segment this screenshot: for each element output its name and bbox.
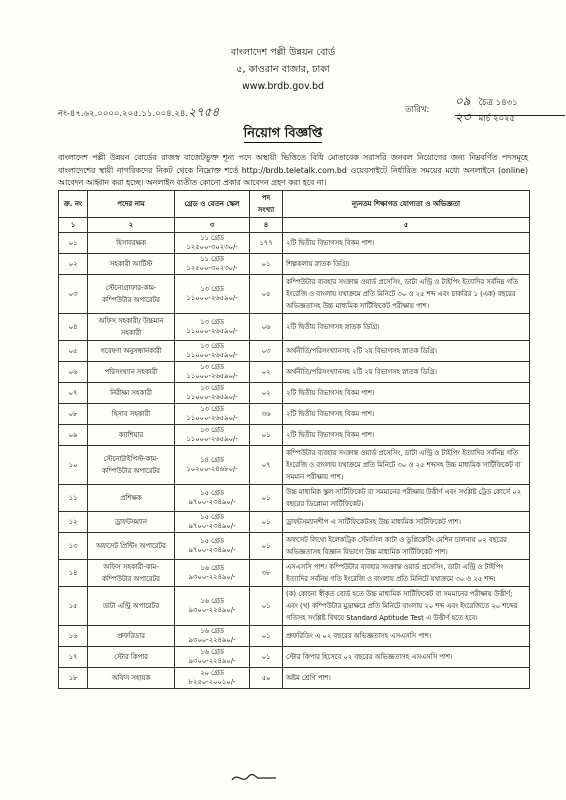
grade-text: ১১ গ্রেড xyxy=(200,255,224,263)
grade-text: ১৩ গ্রেড xyxy=(200,342,224,350)
table-row xyxy=(59,362,530,383)
post-name-cell: হিসাব সহকারী xyxy=(88,404,175,425)
serial-cell: ০৫ xyxy=(59,341,88,362)
qualification-cell: ২টি দ্বিতীয় বিভাগসহ স্নাতক ডিগ্রি। xyxy=(283,314,530,341)
ref-prefix: নং-৪৭.৬২.০০০০.২০৫.১১.০০৪.২৪. xyxy=(58,109,189,119)
pay-scale-text: ১১০০০-২৬৫৯০/- xyxy=(186,351,238,359)
serial-cell: ০৩ xyxy=(59,275,88,314)
grade-text: ১৩ গ্রেড xyxy=(200,318,224,326)
post-name-cell: প্রশিক্ষক xyxy=(88,485,175,512)
pay-scale-text: ৯৩০০-২২৪৯০/- xyxy=(188,606,236,614)
col-number: ৩ xyxy=(175,218,250,233)
post-count-cell: ০৭ xyxy=(250,446,283,485)
org-address: ৫, কাওরান বাজার, ঢাকা xyxy=(236,64,330,75)
pay-scale-text: ১১০০০-২৬৫৯০/- xyxy=(186,393,238,401)
qualification-cell: অর্থনীতি/পরিসংখ্যানসহ ২টি ২য় বিভাগসহ স্নাতক ডিগ্রি। xyxy=(283,341,530,362)
post-name-cell: সহকারী আর্টিস্ট xyxy=(88,254,175,275)
pay-scale-text: ১১০০০-২৬৫৯০/- xyxy=(186,327,238,335)
grade-cell xyxy=(175,233,250,254)
table-row xyxy=(59,404,530,425)
date-en-day: ২৩ xyxy=(455,110,471,124)
col-header-qualification: ন্যূনতম শিক্ষাগত যোগ্যতা ও অভিজ্ঞতা xyxy=(283,191,530,218)
post-name-cell: অফিস সহকারী-কাম-কম্পিউটার অপারেটর xyxy=(88,560,175,587)
post-name-cell: স্টেনোটাইপিস্ট-কাম-কম্পিউটার অপারেটর xyxy=(88,446,175,485)
grade-text: ১৫ গ্রেড xyxy=(200,537,224,545)
grade-cell xyxy=(175,668,250,689)
post-count-cell: ০১ xyxy=(250,647,283,668)
post-count-cell: ০২ xyxy=(250,362,283,383)
serial-cell: ১৬ xyxy=(59,626,88,647)
post-count-cell: ৩৬ xyxy=(250,404,283,425)
post-count-cell: ০১ xyxy=(250,512,283,533)
reference-number xyxy=(58,104,227,124)
qualification-cell: শিল্পকলায় স্নাতক ডিগ্রি। xyxy=(283,254,530,275)
pay-scale-text: ৯৭০০-২৩৪৯০/- xyxy=(188,498,236,506)
qualification-cell: ২টি দ্বিতীয় বিভাগসহ বিকম পাশ। xyxy=(283,425,530,446)
col-number: ১ xyxy=(59,218,88,233)
grade-cell xyxy=(175,341,250,362)
col-number: ৪ xyxy=(250,218,283,233)
date-bn-month: চৈত্র ১৪৩১ xyxy=(478,98,518,108)
date-bn-day: ০৯ xyxy=(455,94,471,108)
grade-text: ১৫ গ্রেড xyxy=(200,489,224,497)
table-row xyxy=(59,560,530,587)
grade-cell xyxy=(175,383,250,404)
post-count-cell: ৩৮ xyxy=(250,560,283,587)
page-title xyxy=(0,124,566,145)
intro-paragraph: বাংলাদেশ পল্লী উন্নয়ন বোর্ডের রাজস্ব বাজেটভুক্ত শূন্য পদে অস্থায়ী ভিত্তিতে বিধি মোতাবেক সরাসরি জনবল নিয়োগের জন্য নিম্নবর্ণিত পদসমূহে বাংলাদেশের স্থায়ী নাগরিকদের নিকট থেকে নিম্নোক্ত শর্তে http://brdb.teletalk.com.bd ওয়েবসাইটে নির্ধারিত সময়ের মধ্যে অনলাইনে (online) আবেদন আহ্বান করা হচ্ছে। অনলাইন ব্যতীত কোনো প্রকার আবেদন গ্রহণ করা হবে না। xyxy=(58,153,528,187)
post-name-cell: ডাটা এন্ট্রি অপারেটর xyxy=(88,587,175,626)
org-website: www.brdb.gov.bd xyxy=(241,81,325,92)
grade-cell xyxy=(175,254,250,275)
grade-cell xyxy=(175,560,250,587)
signature xyxy=(230,768,280,786)
post-name-cell: অফিস সহকারী/ উচ্চমান সহকারী xyxy=(88,314,175,341)
col-number: ৫ xyxy=(283,218,530,233)
title-text: নিয়োগ বিজ্ঞপ্তি xyxy=(243,126,323,141)
grade-text: ১৩ গ্রেড xyxy=(200,405,224,413)
grade-text: ১৩ গ্রেড xyxy=(200,384,224,392)
serial-cell: ১৭ xyxy=(59,647,88,668)
post-count-cell: ০১ xyxy=(250,533,283,560)
col-header-grade: গ্রেড ও বেতন স্কেল xyxy=(175,191,250,218)
grade-cell xyxy=(175,485,250,512)
post-name-cell: প্রুফরিডার xyxy=(88,626,175,647)
pay-scale-text: ১১০০০-২৬৫৯০/- xyxy=(186,294,238,302)
serial-cell: ১৪ xyxy=(59,560,88,587)
post-count-cell: ০১ xyxy=(250,587,283,626)
grade-text: ১৬ গ্রেড xyxy=(200,597,224,605)
serial-cell: ১৩ xyxy=(59,533,88,560)
pay-scale-text: ৯৭০০-২৩৪৯০/- xyxy=(188,522,236,530)
table-row xyxy=(59,512,530,533)
pay-scale-text: ১২৫০০-৩০২৩০/- xyxy=(186,243,238,251)
serial-cell: ১৫ xyxy=(59,587,88,626)
serial-cell: ০৯ xyxy=(59,425,88,446)
col-header-serial: ক্র. নং xyxy=(59,191,88,218)
grade-text: ১৬ গ্রেড xyxy=(200,564,224,572)
pay-scale-text: ১১০০০-২৬৫৯০/- xyxy=(186,372,238,380)
table-row xyxy=(59,647,530,668)
grade-text: ১৪ গ্রেড xyxy=(200,456,224,464)
grade-cell xyxy=(175,425,250,446)
pay-scale-text: ৯৩০০-২২৪৯০/- xyxy=(188,573,236,581)
qualification-cell: ২টি দ্বিতীয় বিভাগসহ বিকম পাশ। xyxy=(283,233,530,254)
qualification-cell: (ক) কোনো স্বীকৃত বোর্ড হতে উচ্চ মাধ্যমিক সার্টিফিকেট বা সমমানের পরীক্ষায় উত্তীর্ণ; এবং (খ) কম্পিউটার মুদ্রাক্ষরে প্রতি মিনিটে বাংলায় ২০ শব্দ এবং ইংরেজিতে ২০ শব্দের গতিসহ সংশ্লিষ্ট বিষয়ে Standard Aptitude Test এ উত্তীর্ণ হতে হবে। xyxy=(283,587,530,626)
table-row xyxy=(59,383,530,404)
col-number: ২ xyxy=(88,218,175,233)
post-name-cell: অফসেট প্রিন্টিং অপারেটর xyxy=(88,533,175,560)
letterhead xyxy=(0,44,566,95)
date-en-month: মার্চ ২০২৫ xyxy=(478,114,516,124)
post-name-cell: ড্রাফটসম্যান xyxy=(88,512,175,533)
serial-cell: ১১ xyxy=(59,485,88,512)
serial-cell: ০৮ xyxy=(59,404,88,425)
post-name-cell: নিরীক্ষা সহকারী xyxy=(88,383,175,404)
pay-scale-text: ৮২৫০-২০০১০/- xyxy=(188,678,236,686)
table-row xyxy=(59,587,530,626)
grade-cell xyxy=(175,404,250,425)
qualification-cell: কম্পিউটার ব্যবহার সংক্রান্ত ওয়ার্ড প্রসেসিং, ডাটা এন্ট্রি ও টাইপিং ইত্যাদির সর্বনিম্ন গতি ইংরেজি ও বাংলায় যথাক্রমে প্রতি মিনিটে ৩০ ও ২৫ শব্দসহ উচ্চ মাধ্যমিক সার্টিফিকেট বা সমমান পরীক্ষায় পাশ। xyxy=(283,446,530,485)
pay-scale-text: ১১০০০-২৬৫৯০/- xyxy=(186,414,238,422)
pay-scale-text: ১০২০০-২৪৬৮০/- xyxy=(186,465,238,473)
post-count-cell: ০১ xyxy=(250,425,283,446)
grade-cell xyxy=(175,362,250,383)
serial-cell: ০২ xyxy=(59,254,88,275)
table-row xyxy=(59,341,530,362)
positions-table xyxy=(58,190,530,689)
serial-cell: ১০ xyxy=(59,446,88,485)
table-row xyxy=(59,275,530,314)
grade-cell xyxy=(175,647,250,668)
grade-text: ১৩ গ্রেড xyxy=(200,363,224,371)
table-header-row xyxy=(59,191,530,218)
table-row xyxy=(59,485,530,512)
post-name-cell: পরিসংখ্যান সহকারী xyxy=(88,362,175,383)
grade-text: ১১ গ্রেড xyxy=(200,234,224,242)
pay-scale-text: ৯৩০০-২২৪৯০/- xyxy=(188,636,236,644)
grade-text: ১৩ গ্রেড xyxy=(200,426,224,434)
serial-cell: ১৮ xyxy=(59,668,88,689)
table-row xyxy=(59,533,530,560)
col-header-post: পদের নাম xyxy=(88,191,175,218)
grade-cell xyxy=(175,314,250,341)
post-name-cell: ক্যাশিয়ার xyxy=(88,425,175,446)
post-count-cell: ০১ xyxy=(250,254,283,275)
qualification-cell: প্রুফরিডিং এ ০২ বছরের অভিজ্ঞতাসহ এসএসসি পাশ। xyxy=(283,626,530,647)
post-count-cell: ০১ xyxy=(250,626,283,647)
grade-text: ১৩ গ্রেড xyxy=(200,285,224,293)
post-count-cell: ৫০ xyxy=(250,668,283,689)
grade-text: ২০ গ্রেড xyxy=(200,669,224,677)
table-row xyxy=(59,233,530,254)
qualification-cell: ড্রাফটসম্যানশীপ এ সার্টিফিকেটসহ উচ্চ মাধ্যমিক সার্টিফিকেট পাশ। xyxy=(283,512,530,533)
table-row xyxy=(59,668,530,689)
grade-cell xyxy=(175,533,250,560)
grade-cell xyxy=(175,626,250,647)
ref-handwritten: ২৭৫৪ xyxy=(188,105,220,119)
grade-cell xyxy=(175,587,250,626)
grade-text: ১৫ গ্রেড xyxy=(200,513,224,521)
table-row xyxy=(59,626,530,647)
grade-cell xyxy=(175,512,250,533)
grade-text: ১৬ গ্রেড xyxy=(200,627,224,635)
post-name-cell: অফিস সহায়ক xyxy=(88,668,175,689)
serial-cell: ১২ xyxy=(59,512,88,533)
post-name-cell: স্টোর কিপার xyxy=(88,647,175,668)
serial-cell: ০১ xyxy=(59,233,88,254)
pay-scale-text: ১২৫০০-৩০২৩০/- xyxy=(186,264,238,272)
qualification-cell: অফসেট লিথো ইলেকট্রিক স্টেনসিল কাটা ও ডুপ্লিকেটিং মেশিন চালনায় ০২ বছরের অভিজ্ঞতাসহ বিজ্ঞান বিভাগে উচ্চ মাধ্যমিক সার্টিফিকেট পাশ। xyxy=(283,533,530,560)
post-count-cell: ১৭৭ xyxy=(250,233,283,254)
table-row xyxy=(59,314,530,341)
post-count-cell: ০৬ xyxy=(250,314,283,341)
pay-scale-text: ৯৭০০-২৩৪৯০/- xyxy=(188,546,236,554)
grade-cell xyxy=(175,446,250,485)
serial-cell: ০৬ xyxy=(59,362,88,383)
table-row xyxy=(59,254,530,275)
qualification-cell: এসএসসি পাশ। কম্পিউটার ব্যবহার সংক্রান্ত ওয়ার্ড প্রসেসিং, ডাটা এন্ট্রি ও টাইপিং ইত্যাদির সর্বনিম্ন গতি ইংরেজি ও বাংলায় প্রতি মিনিটে যথাক্রমে ৩০ ও ২৫ শব্দ। xyxy=(283,560,530,587)
org-name: বাংলাদেশ পল্লী উন্নয়ন বোর্ড xyxy=(230,47,336,58)
qualification-cell: অর্থনীতি/পরিসংখ্যানসহ ২টি ২য় বিভাগসহ স্নাতক ডিগ্রি। xyxy=(283,362,530,383)
table-row xyxy=(59,425,530,446)
post-count-cell: ০৫ xyxy=(250,275,283,314)
column-number-row xyxy=(59,218,530,233)
date-label: তারিখ: xyxy=(405,105,430,115)
serial-cell: ০৪ xyxy=(59,314,88,341)
pay-scale-text: ১১০০০-২৬৫৯০/- xyxy=(186,435,238,443)
post-name-cell: গবেষণা অনুসন্ধানকারী xyxy=(88,341,175,362)
table-row xyxy=(59,446,530,485)
col-header-count: পদ সংখ্যা xyxy=(250,191,283,218)
qualification-cell: ২টি দ্বিতীয় বিভাগসহ বিকম পাশ। xyxy=(283,383,530,404)
post-count-cell: ০২ xyxy=(250,383,283,404)
pay-scale-text: ৯৩০০-২২৪৯০/- xyxy=(188,657,236,665)
post-name-cell: হিসাবরক্ষক xyxy=(88,233,175,254)
qualification-cell: কম্পিউটার ব্যবহার সংক্রান্ত ওয়ার্ড প্রসেসিং, ডাটা এন্ট্রি ও টাইপিং ইত্যাদির সর্বনিম্ন গতি ইংরেজি ও বাংলায় যথাক্রমে প্রতি মিনিটে ৩০ ও ২৫ শব্দ এবং চাকরির ১ (এক) বছরের অভিজ্ঞতাসহ উচ্চ মাধ্যমিক সার্টিফিকেট পরীক্ষায় পাশ। xyxy=(283,275,530,314)
grade-text: ১৬ গ্রেড xyxy=(200,648,224,656)
qualification-cell: উচ্চ মাধ্যমিক স্কুল সার্টিফিকেট বা সমমানের পরীক্ষায় উত্তীর্ণ এবং সংশ্লিষ্ট ট্রেড কোর্সে ০২ বছরের ডিপ্লোমা সার্টিফিকেট। xyxy=(283,485,530,512)
grade-cell xyxy=(175,275,250,314)
serial-cell: ০৭ xyxy=(59,383,88,404)
qualification-cell: স্টোর কিপার হিসেবে ০২ বছরের অভিজ্ঞতাসহ এসএসসি পাশ। xyxy=(283,647,530,668)
qualification-cell: অষ্টম শ্রেণি পাশ। xyxy=(283,668,530,689)
post-count-cell: ০১ xyxy=(250,485,283,512)
post-count-cell: ০৩ xyxy=(250,341,283,362)
qualification-cell: ২টি দ্বিতীয় বিভাগসহ বিকম পাশ। xyxy=(283,404,530,425)
post-name-cell: স্টেনোগ্রাফার-কাম-কম্পিউটার অপারেটর xyxy=(88,275,175,314)
